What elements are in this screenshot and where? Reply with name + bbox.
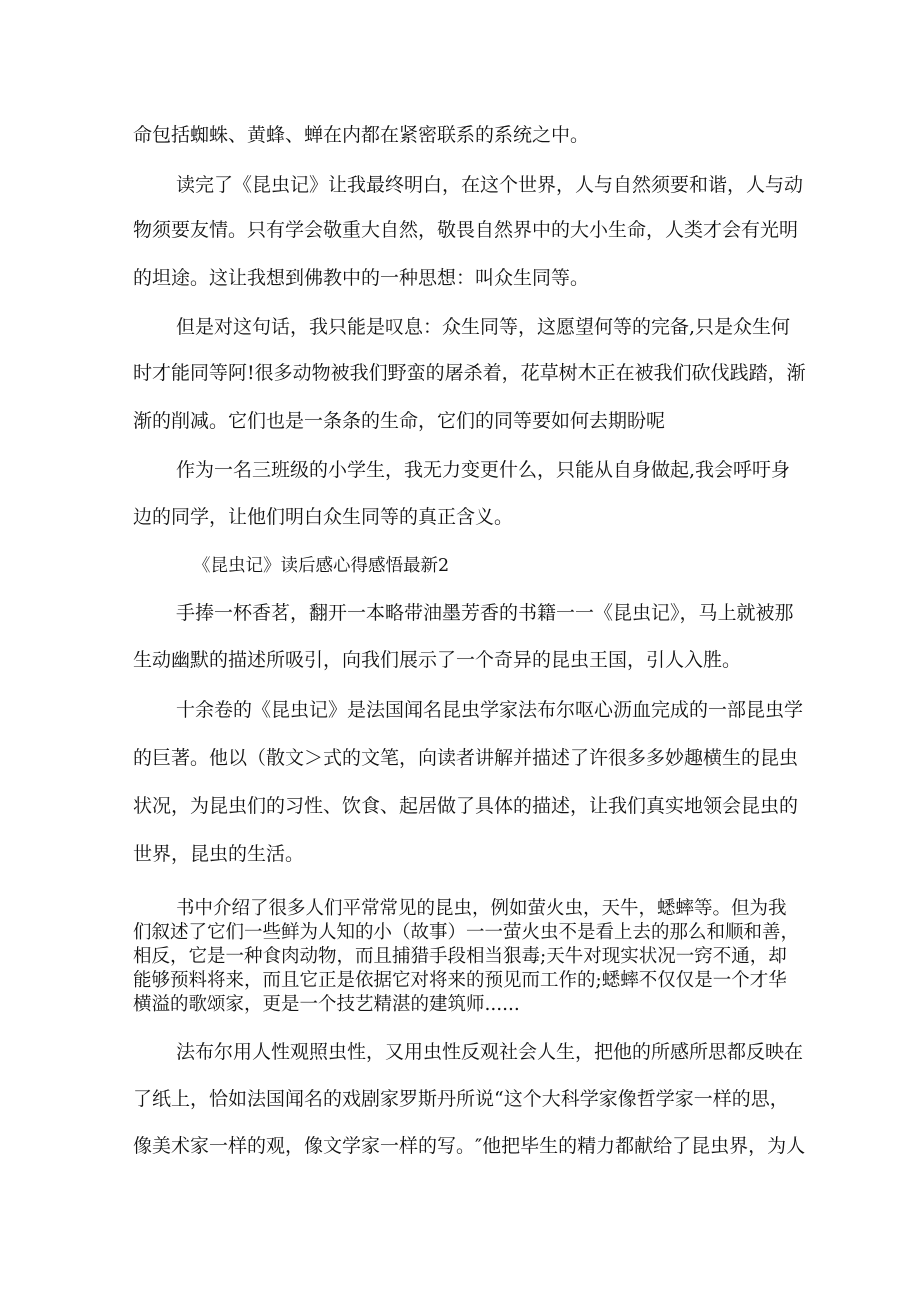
paragraph-line: 法布尔用人性观照虫性，又用虫性反观社会人生，把他的所感所思都反映在 (176, 1041, 804, 1063)
paragraph-line: 像美术家一样的观，像文学家一样的写。″他把毕生的精力都献给了昆虫界，为人 (133, 1135, 806, 1157)
paragraph-line: 能够预料将来，而且它正是依据它对将来的预见而工作的;蟋蟀不仅仅是一个才华 (133, 970, 787, 991)
paragraph-line: 了纸上，恰如法国闻名的戏剧家罗斯丹所说“这个大科学家像哲学家一样的思， (133, 1088, 789, 1110)
paragraph-line: 但是对这句话，我只能是叹息：众生同等，这愿望何等的完备,只是众生何 (176, 316, 791, 338)
paragraph-line: 的坦途。这让我想到佛教中的一种思想：叫众生同等。 (133, 267, 590, 289)
paragraph-line: 状况，为昆虫们的习性、饮食、起居做了具体的描述，让我们真实地领会昆虫的 (133, 795, 799, 817)
paragraph-line: 渐的削减。它们也是一条条的生命，它们的同等要如何去期盼呢 (133, 410, 666, 432)
paragraph-line: 命包括蜘蛛、黄蜂、蝉在内都在紧密联系的系统之中。 (133, 124, 590, 146)
paragraph-line: 物须要友情。只有学会敬重大自然，敬畏自然界中的大小生命，人类才会有光明 (133, 219, 799, 241)
paragraph-line: 手捧一杯香茗，翻开一本略带油墨芳香的书籍一一《昆虫记》，马上就被那 (176, 602, 794, 624)
paragraph-line: 书中介绍了很多人们平常常见的昆虫，例如萤火虫，天牛，蟋蟀等。但为我 (176, 898, 787, 919)
paragraph-line: 们叙述了它们一些鲜为人知的小（故事）一一萤火虫不是看上去的那么和顺和善， (133, 922, 800, 943)
paragraph-line: 十余卷的《昆虫记》是法国闻名昆虫学家法布尔呕心沥血完成的一部昆虫学 (176, 699, 804, 721)
section-heading: 《昆虫记》读后感心得感悟最新2 (193, 556, 450, 576)
paragraph-line: 世界，昆虫的生活。 (133, 843, 305, 865)
paragraph-line: 时才能同等阿!很多动物被我们野蛮的屠杀着，花草树木正在被我们砍伐践踏，渐 (133, 362, 806, 384)
paragraph-line: 的巨著。他以（散文＞式的文笔，向读者讲解并描述了许很多多妙趣横生的昆虫 (133, 747, 799, 769)
paragraph-line: 相反，它是一种食肉动物，而且捕猎手段相当狠毒;天牛对现实状况一窍不通，却 (133, 946, 787, 967)
paragraph-line: 生动幽默的描述所吸引，向我们展示了一个奇异的昆虫王国，引人入胜。 (133, 649, 742, 671)
paragraph-line: 作为一名三班级的小学生，我无力变更什么，只能从自身做起,我会呼吁身 (176, 459, 791, 481)
paragraph-line: 横溢的歌颂家，更是一个技艺精湛的建筑师...... (133, 994, 520, 1015)
paragraph-line: 读完了《昆虫记》让我最终明白，在这个世界，人与自然须要和谐，人与动 (176, 174, 804, 196)
paragraph-line: 边的同学，让他们明白众生同等的真正含义。 (133, 506, 514, 528)
